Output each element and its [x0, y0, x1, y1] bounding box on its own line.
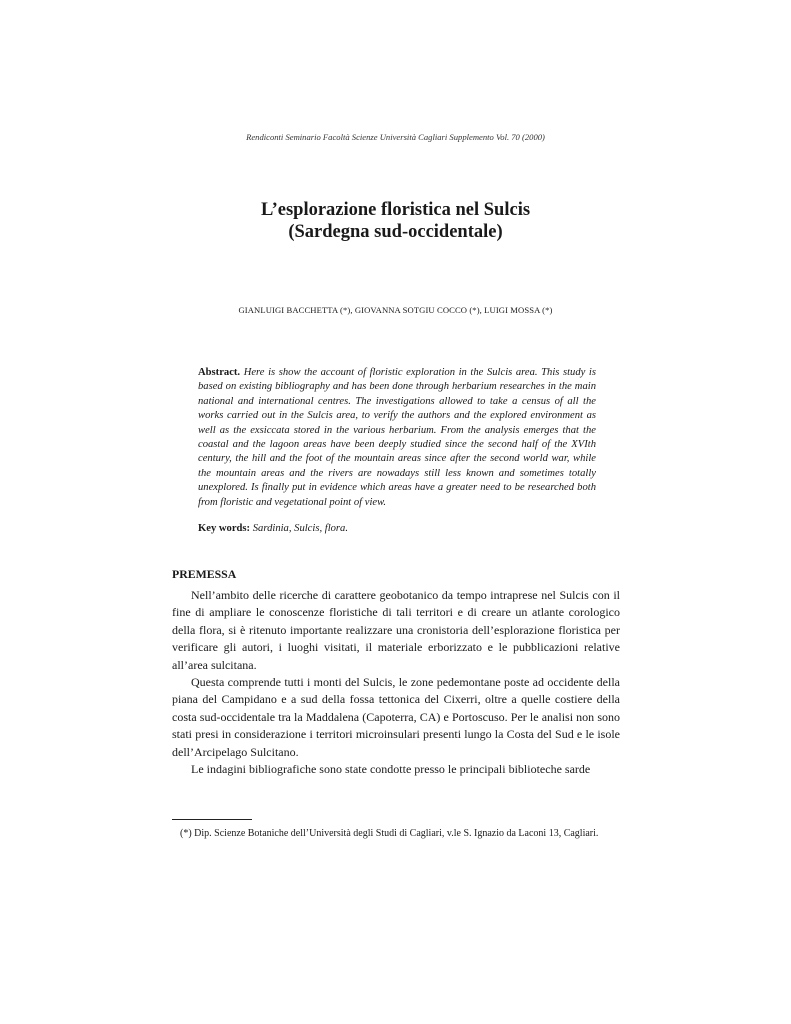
section-body	[172, 587, 620, 778]
body-paragraph: Le indagini bibliografiche sono state condotte presso le principali biblioteche sarde	[191, 762, 591, 777]
abstract-text: Here is show the account of floristic exploration in the Sulcis area. This study is based on existing bibliography and has been done through herbarium researches in the main national and international centres. The investigations allowed to take a census of all the works carried out in the Sulcis area, to verify the authors and the explored environment as well as the exsiccata stored in the various herbarium. From the analysis emerges that the coastal and the lagoon areas have been deeply studied since the second half of the XVIth century, the hill and the foot of the mountain areas since after the second world war, while the mountain areas and the rivers are nowadays still less known and sometimes totally unexplored. Is finally put in evidence which areas have a greater need to be researched both from floristic and vegetational point of view.	[198, 367, 597, 508]
footnote	[172, 826, 620, 841]
keywords-label: Key words:	[198, 523, 251, 534]
abstract-label: Abstract.	[198, 367, 241, 378]
title-line-2: (Sardegna sud-occidentale)	[288, 222, 503, 242]
abstract	[198, 366, 596, 510]
author-list: GIANLUIGI BACCHETTA (*), GIOVANNA SOTGIU COCCO (*), LUIGI MOSSA (*)	[238, 305, 553, 315]
keywords	[198, 522, 596, 536]
paper-title	[0, 199, 791, 243]
running-head: Rendiconti Seminario Facoltà Scienze Università Cagliari Supplemento Vol. 70 (2000)	[246, 132, 545, 142]
section-heading: PREMESSA	[172, 567, 237, 581]
body-paragraph: Questa comprende tutti i monti del Sulcis, le zone pedemontane poste ad occidente della piana del Campidano e a sud della fossa tettonica del Cixerri, oltre a quelle costiere della costa sud-occidentale tra la Maddalena (Capoterra, CA) e Portoscuso. Per le analisi non sono stati presi in considerazione i territori microinsulari presenti lungo la Costa del Sud e le isole dell’Arcipelago Sulcitano.	[172, 675, 620, 759]
footnote-text: (*) Dip. Scienze Botaniche dell’Università degli Studi di Cagliari, v.le S. Ignazio da Laconi 13, Cagliari.	[180, 828, 599, 839]
title-line-1: L’esplorazione floristica nel Sulcis	[260, 200, 531, 220]
footnote-divider	[172, 819, 252, 820]
body-paragraph: Nell’ambito delle ricerche di carattere geobotanico da tempo intraprese nel Sulcis con il fine di ampliare le conoscenze floristiche di tali territori e di creare un atlante corologico della flora, si è ritenuto importante realizzare una cronistoria dell’esplorazione floristica per verificare gli autori, i luoghi visitati, il materiale erborizzato e le pubblicazioni relative all’area sulcitana.	[172, 588, 620, 672]
keywords-text: Sardinia, Sulcis, flora.	[252, 523, 349, 534]
